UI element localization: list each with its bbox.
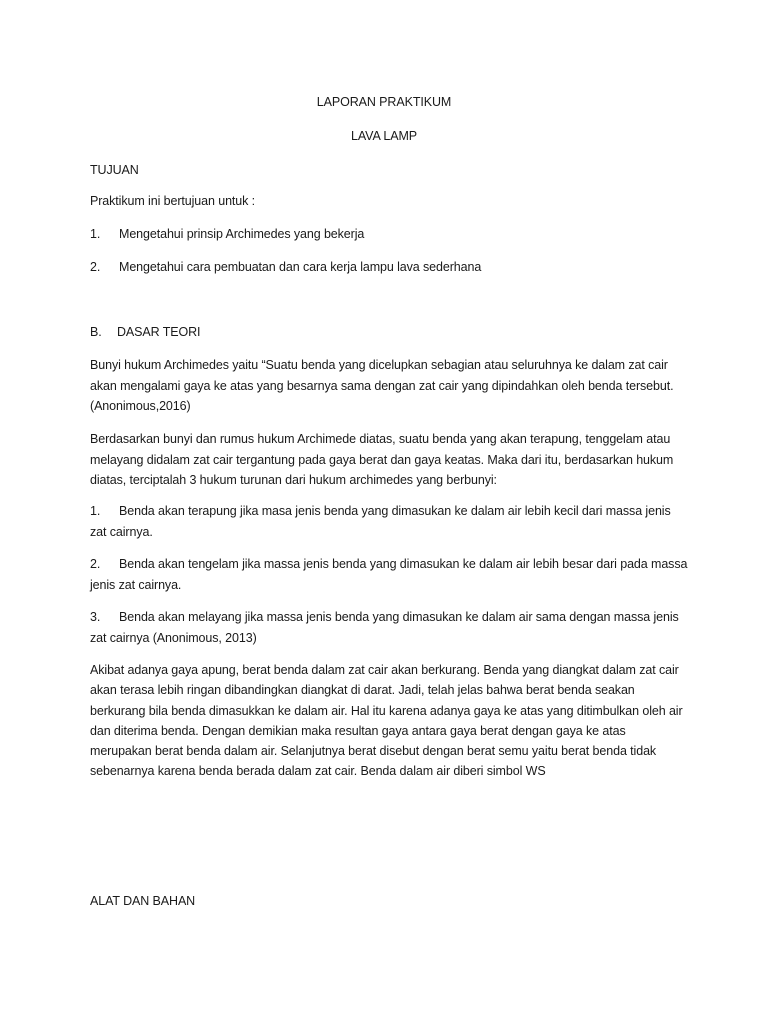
list-number: 1. xyxy=(90,504,101,518)
list-item-text: Benda akan melayang jika massa jenis benda yang dimasukan ke dalam air sama dengan massa jenis zat cairnya (Anonimous, 2013) xyxy=(90,610,679,645)
dasar-teori-paragraph-2: Berdasarkan bunyi dan rumus hukum Archimede diatas, suatu benda yang akan terapung, tenggelam atau melayang didalam zat cair tergantung pada gaya berat dan gaya keatas. Maka dari itu, berdasarkan hukum diatas, terciptalah 3 hukum turunan dari hukum archimedes yang berbunyi: xyxy=(90,432,674,487)
list-item-text: Benda akan tengelam jika massa jenis benda yang dimasukan ke dalam air lebih besar dari pada massa jenis zat cairnya. xyxy=(90,557,688,592)
section-heading-text: DASAR TEORI xyxy=(117,325,201,339)
dasar-teori-heading xyxy=(90,323,200,342)
hukum-item-3 xyxy=(90,607,690,648)
tujuan-item-1 xyxy=(90,225,364,244)
tujuan-item-2 xyxy=(90,258,481,277)
section-number: B. xyxy=(90,325,102,339)
tujuan-heading: TUJUAN xyxy=(90,163,139,177)
tujuan-intro: Praktikum ini bertujuan untuk : xyxy=(90,194,256,208)
alat-bahan-heading: ALAT DAN BAHAN xyxy=(90,894,196,908)
dasar-teori-paragraph-3: Akibat adanya gaya apung, berat benda dalam zat cair akan berkurang. Benda yang diangkat dalam zat cair akan terasa lebih ringan dibandingkan diangkat di darat. Jadi, telah jelas bahwa berat benda seakan berkurang bila benda dimasukkan ke dalam air. Hal itu karena adanya gaya ke atas yang ditimbulkan oleh air dan diterima benda. Dengan demikian maka resultan gaya antara gaya berat dengan gaya ke atas merupakan berat benda dalam air. Selanjutnya berat disebut dengan berat semu yaitu berat benda tidak sebenarnya karena benda berada dalam zat cair. Benda dalam air diberi simbol WS xyxy=(90,663,683,779)
dasar-teori-paragraph-1: Bunyi hukum Archimedes yaitu “Suatu benda yang dicelupkan sebagian atau seluruhnya ke dalam zat cair akan mengalami gaya ke atas yang besarnya sama dengan zat cair yang dipindahkan oleh benda tersebut. (Anonimous,2016) xyxy=(90,358,674,413)
list-number: 2. xyxy=(90,260,101,274)
list-number: 3. xyxy=(90,610,101,624)
list-item-text: Benda akan terapung jika masa jenis benda yang dimasukan ke dalam air lebih kecil dari massa jenis zat cairnya. xyxy=(90,504,671,539)
document-title: LAPORAN PRAKTIKUM xyxy=(316,95,452,109)
list-number: 1. xyxy=(90,227,101,241)
list-number: 2. xyxy=(90,557,101,571)
hukum-item-2 xyxy=(90,554,690,595)
hukum-item-1 xyxy=(90,501,690,542)
list-item-text: Mengetahui cara pembuatan dan cara kerja lampu lava sederhana xyxy=(119,260,482,274)
document-subtitle: LAVA LAMP xyxy=(350,129,418,143)
list-item-text: Mengetahui prinsip Archimedes yang bekerja xyxy=(119,227,365,241)
